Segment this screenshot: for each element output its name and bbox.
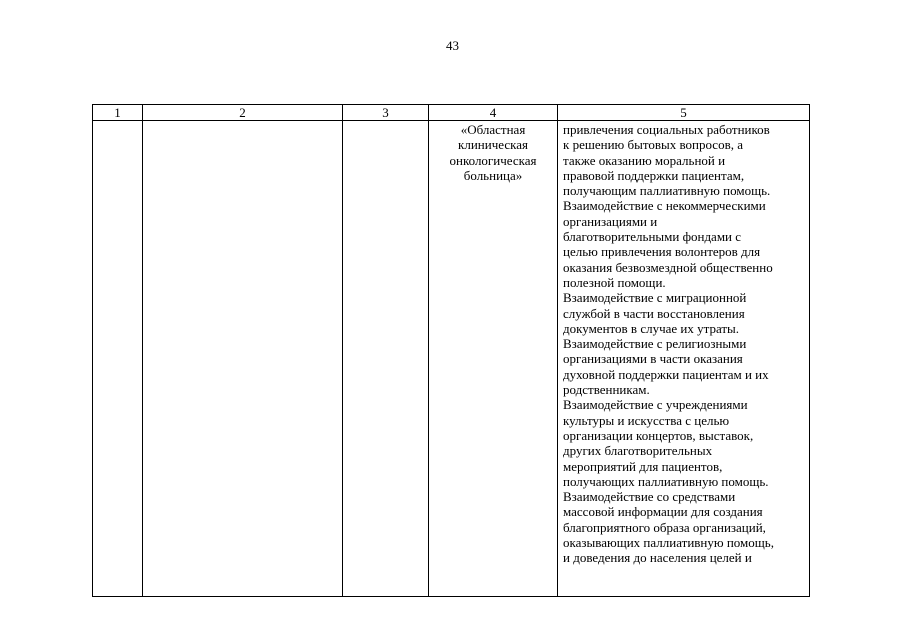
organization-name-line: «Областная <box>460 122 526 137</box>
cell-col-3 <box>343 121 429 597</box>
description-line: Взаимодействие с учреждениями <box>563 397 748 413</box>
description-line: получающим паллиативную помощь. <box>563 183 771 199</box>
description-line: культуры и искусства с целью <box>563 412 730 428</box>
description-line: организациями и <box>563 213 658 229</box>
organization-name-line: больница» <box>463 167 523 183</box>
header-col-4: 4 <box>429 105 558 121</box>
description-line: привлечения социальных работников <box>563 122 770 137</box>
table-row <box>93 121 810 597</box>
description-line: Взаимодействие с религиозными <box>563 336 747 352</box>
organization-name-line: онкологическая <box>449 152 537 168</box>
document-table <box>92 104 810 597</box>
description-line: Взаимодействие с некоммерческими <box>563 198 766 214</box>
description-line: документов в случае их утраты. <box>563 320 740 336</box>
description-line: оказывающих паллиативную помощь, <box>563 535 774 551</box>
description-line: духовной поддержки пациентам и их <box>563 366 769 382</box>
description-line: родственникам. <box>563 382 650 398</box>
description-line: организации концертов, выставок, <box>563 427 754 443</box>
description-line: организациями в части оказания <box>563 351 743 367</box>
description-line: других благотворительных <box>563 443 713 459</box>
description-line: благоприятного образа организаций, <box>563 519 766 535</box>
organization-name-line: клиническая <box>458 137 528 153</box>
description-line: Взаимодействие со средствами <box>563 489 736 505</box>
description-line: полезной помощи. <box>563 274 666 290</box>
header-col-5: 5 <box>558 105 810 121</box>
description-line: массовой информации для создания <box>563 504 763 520</box>
description-line: оказания безвозмездной общественно <box>563 259 773 275</box>
description-line: правовой поддержки пациентам, <box>563 167 745 183</box>
description-line: к решению бытовых вопросов, а <box>563 137 743 153</box>
description-line: службой в части восстановления <box>563 305 745 321</box>
description-line: Взаимодействие с миграционной <box>563 290 747 306</box>
cell-col-1 <box>93 121 143 597</box>
description-line: получающих паллиативную помощь. <box>563 473 769 489</box>
cell-col-2 <box>143 121 343 597</box>
description-line: мероприятий для пациентов, <box>563 458 723 474</box>
header-col-1: 1 <box>93 105 143 121</box>
description-line: целью привлечения волонтеров для <box>563 244 761 260</box>
header-col-2: 2 <box>143 105 343 121</box>
cell-organization-name <box>429 121 558 597</box>
header-col-3: 3 <box>343 105 429 121</box>
description-line: также оказанию моральной и <box>563 152 726 168</box>
table-header-row <box>93 105 810 121</box>
description-line: и доведения до населения целей и <box>563 550 752 566</box>
cell-description <box>558 121 810 597</box>
description-line: благотворительными фондами с <box>563 229 742 245</box>
page-number: 43 <box>446 38 459 53</box>
